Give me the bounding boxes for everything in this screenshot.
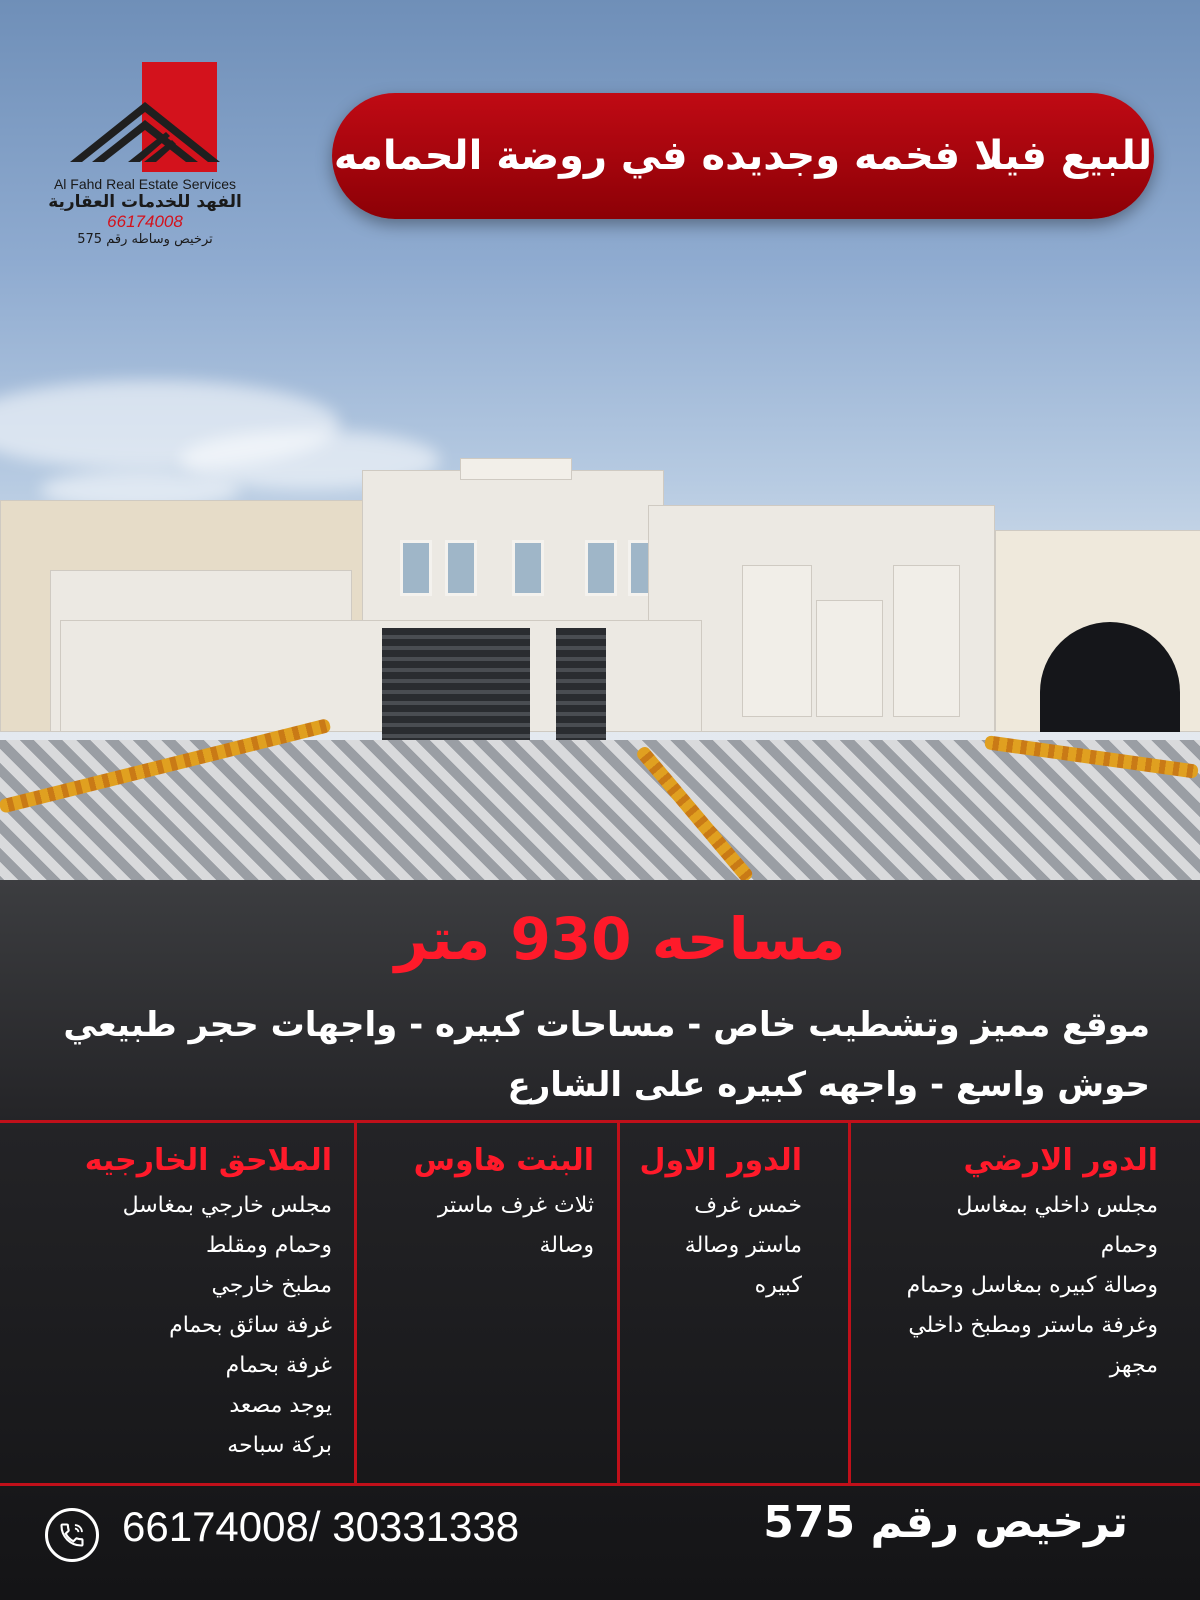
title-banner [332,93,1154,219]
column-divider [848,1123,851,1483]
page-title: للبيع فيلا فخمه وجديده في روضة الحمامه [333,133,1153,179]
floor-breakdown-table [0,1120,1200,1486]
area-heading: مساحه 930 متر [394,905,846,973]
column-first-floor [628,1123,802,1483]
column-item: غرفة سائق بحمام [169,1313,332,1338]
column-penthouse [366,1123,594,1483]
column-divider [354,1123,357,1483]
column-ground-floor [860,1123,1158,1483]
column-item: مجهز [1109,1353,1158,1378]
column-divider [617,1123,620,1483]
logo-mark [40,62,250,172]
column-external-annexes [40,1123,332,1483]
phone-icon[interactable] [45,1508,99,1562]
column-item: مجلس خارجي بمغاسل [122,1193,332,1218]
feature-line: حوش واسع - واجهه كبيره على الشارع [507,1065,1150,1105]
logo-phone: 66174008 [107,212,183,231]
feature-line: موقع مميز وتشطيب خاص - مساحات كبيره - واجهات حجر طبيعي [63,1005,1150,1045]
column-item: وحمام ومقلط [206,1233,332,1258]
column-item: بركة سباحه [227,1433,332,1458]
logo-name-en: Al Fahd Real Estate Services [53,176,237,192]
column-item: وصالة كبيره بمغاسل وحمام [906,1273,1158,1298]
contact-phones[interactable]: 66174008/ 30331338 [122,1503,520,1550]
features-list [50,995,1150,1115]
column-item: يوجد مصعد [229,1393,332,1418]
column-heading: الدور الاول [639,1143,802,1178]
column-item: كبيره [754,1273,802,1298]
column-item: غرفة بحمام [225,1353,332,1378]
column-item: مجلس داخلي بمغاسل [956,1193,1158,1218]
column-heading: الملاحق الخارجيه [84,1143,332,1178]
logo-license: ترخيص وساطه رقم 575 [77,232,213,247]
column-item: ماستر وصالة [684,1233,802,1258]
column-item: وصالة [539,1233,594,1258]
column-item: وغرفة ماستر ومطبخ داخلي [908,1313,1158,1338]
column-item: وحمام [1100,1233,1158,1258]
phone-glyph-icon [58,1521,86,1549]
column-heading: البنت هاوس [413,1143,594,1178]
logo-name-ar: الفهد للخدمات العقارية [48,192,242,212]
column-item: مطبخ خارجي [211,1273,332,1298]
license-number: ترخيص رقم 575 [763,1497,1128,1548]
company-logo [40,62,250,247]
roof-icon [70,102,220,172]
column-heading: الدور الارضي [963,1143,1158,1178]
column-item: ثلاث غرف ماستر [437,1193,594,1218]
column-item: خمس غرف [694,1193,802,1218]
